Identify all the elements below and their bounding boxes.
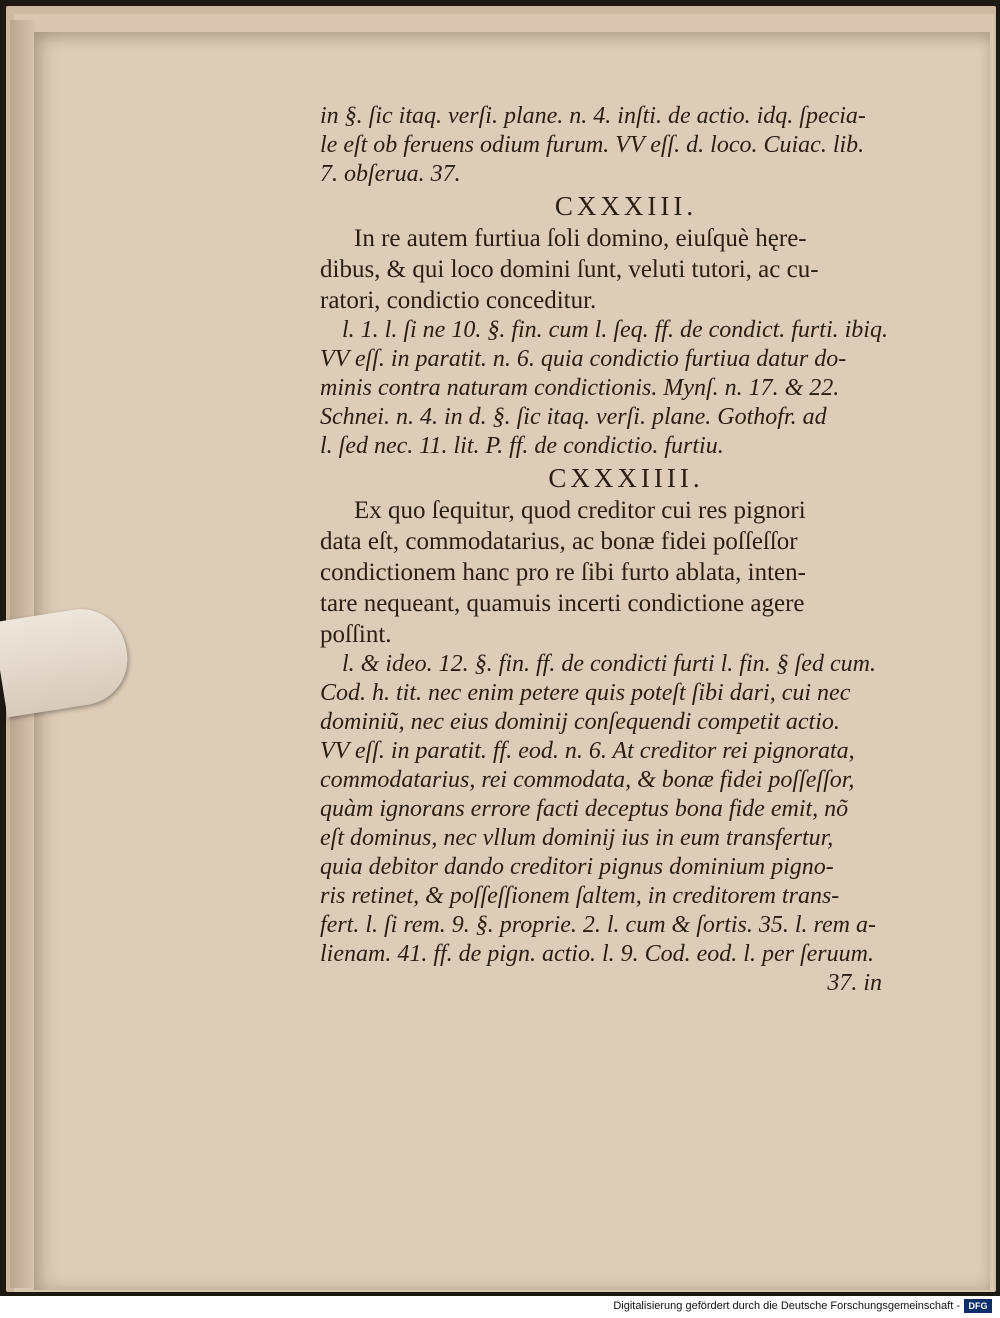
text-line: Ex quo ſequitur, quod creditor cui res pignori [354, 497, 806, 524]
text-line: Cod. h. tit. nec enim petere quis poteſt ſibi dari, cui nec [320, 680, 851, 706]
text-line: lienam. 41. ff. de pign. actio. l. 9. Cod. eod. l. per ſeruum. [320, 941, 874, 967]
text-line: fert. l. ſi rem. 9. §. proprie. 2. l. cum & ſortis. 35. l. rem a- [320, 912, 876, 938]
text-line: commodatarius, rei commodata, & bonæ fidei poſſeſſor, [320, 767, 855, 793]
text-line: data eſt, commodatarius, ac bonæ fidei poſſeſſor [320, 528, 798, 555]
text-line: VV eſſ. in paratit. ff. eod. n. 6. At creditor rei pignorata, [320, 738, 855, 764]
text-line: 7. obſerua. 37. [320, 161, 461, 187]
text-line: In re autem furtiua ſoli domino, eiuſquè hęre- [354, 225, 807, 252]
text-line: condictionem hanc pro re ſibi furto ablata, inten- [320, 559, 806, 586]
text-line: tare nequeant, quamuis incerti condictione agere [320, 590, 805, 617]
footer-bar [0, 1296, 1000, 1318]
text-line: l. ſed nec. 11. lit. P. ff. de condictio. furtiu. [320, 433, 724, 459]
text-line: l. & ideo. 12. §. fin. ff. de condicti furti l. fin. § ſed cum. [342, 651, 876, 677]
text-line: le eſt ob feruens odium furum. VV eſſ. d. loco. Cuiac. lib. [320, 132, 865, 158]
text-line: minis contra naturam condictionis. Mynſ. n. 17. & 22. [320, 375, 840, 401]
dfg-logo: DFG [964, 1299, 992, 1313]
text-line: quia debitor dando creditori pignus dominium pigno- [320, 854, 834, 880]
funding-credit: Digitalisierung gefördert durch die Deutsche Forschungsgemeinschaft - [613, 1300, 960, 1312]
text-line: VV eſſ. in paratit. n. 6. quia condictio furtiua datur do- [320, 346, 847, 372]
text-line: Schnei. n. 4. in d. §. ſic itaq. verſi. plane. Gothofr. ad [320, 404, 827, 430]
text-line: eſt dominus, nec vllum dominij ius in eum transfertur, [320, 825, 834, 851]
text-line: dominiũ, nec eius dominij conſequendi competit actio. [320, 709, 840, 735]
text-line: ris retinet, & poſſeſſionem ſaltem, in creditorem trans- [320, 883, 840, 909]
section-heading: CXXXIII. [554, 191, 698, 221]
text-line: dibus, & qui loco domini ſunt, veluti tutori, ac cu- [320, 256, 819, 283]
page-text [320, 102, 892, 998]
catchword: 37. in [827, 970, 882, 996]
section-heading: CXXXIIII. [548, 463, 704, 493]
text-line: quàm ignorans errore facti deceptus bona fide emit, nõ [320, 796, 849, 822]
text-line: poſſint. [320, 621, 392, 648]
text-line: in §. ſic itaq. verſi. plane. n. 4. inſti. de actio. idq. ſpecia- [320, 103, 866, 129]
text-line: l. 1. l. ſi ne 10. §. fin. cum l. ſeq. ff. de condict. furti. ibiq. [342, 317, 888, 343]
text-line: ratori, condictio conceditur. [320, 287, 597, 314]
